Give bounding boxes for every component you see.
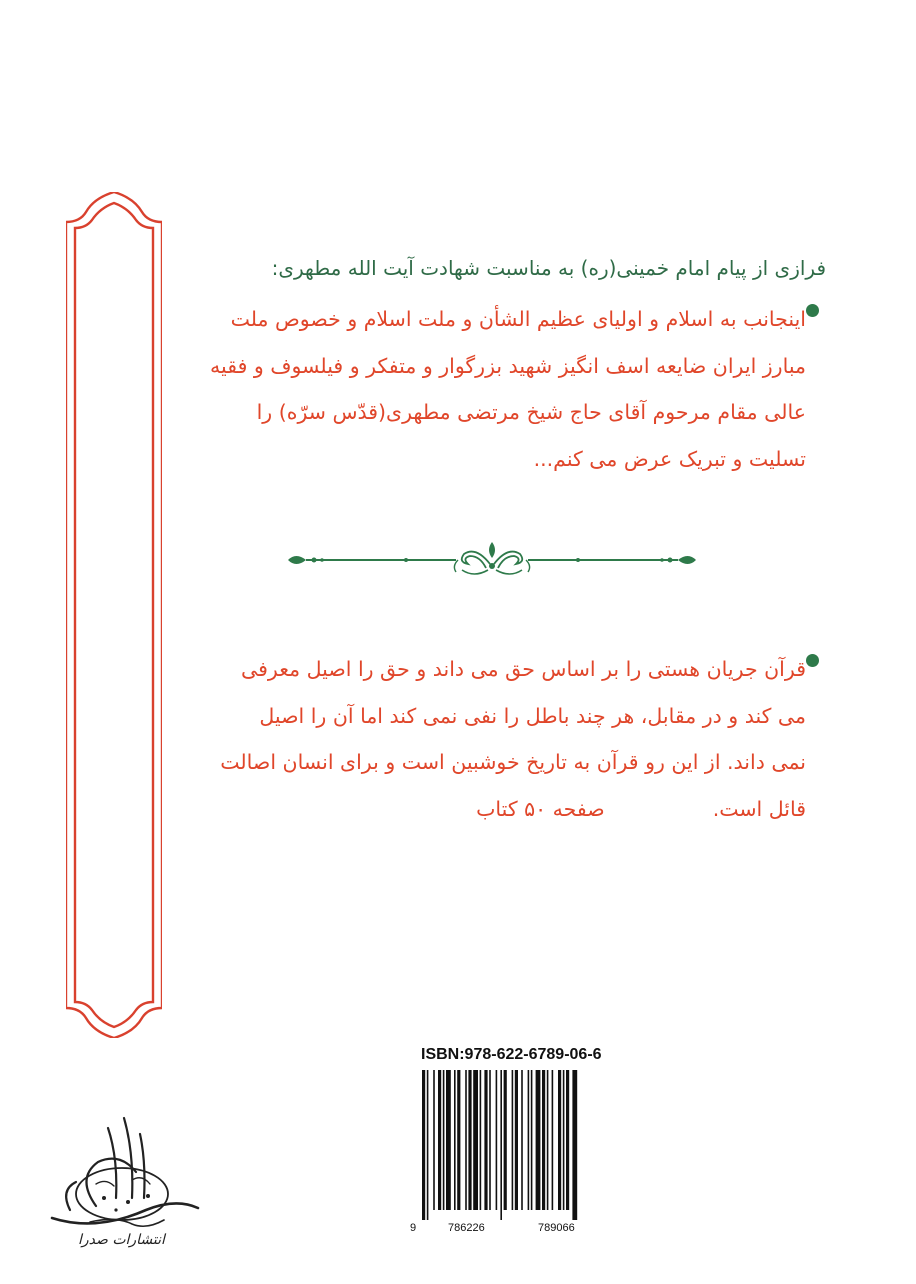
bullet-icon	[806, 304, 819, 317]
barcode-bar	[500, 1070, 502, 1220]
ornamental-divider-icon	[286, 536, 698, 582]
quote1-line: عالی مقام مرحوم آقای حاج شیخ مرتضی مطهری(قدّس سرّه) را	[256, 400, 806, 424]
barcode-bar	[528, 1070, 530, 1210]
barcode-bar	[454, 1070, 456, 1210]
quote2-line: قرآن جریان هستی را بر اساس حق می داند و حق را اصیل معرفی	[241, 657, 806, 681]
barcode-bar	[547, 1070, 549, 1210]
quote2-line: قائل است.	[712, 796, 806, 821]
barcode-bar	[531, 1070, 533, 1210]
barcode-bar	[512, 1070, 514, 1210]
quote1-line: مبارز ایران ضایعه اسف انگیز شهید بزرگوار و متفکر و فیلسوف و فقیه	[210, 353, 806, 378]
decorative-frame	[66, 192, 162, 1038]
barcode-bar	[552, 1070, 554, 1210]
barcode-bar	[433, 1070, 435, 1210]
barcode-digits-left: 786226	[448, 1222, 485, 1234]
barcode-bar	[563, 1070, 565, 1210]
quote-heading: فرازی از پیام امام خمینی(ره) به مناسبت شهادت آیت الله مطهری:	[271, 256, 826, 280]
barcode-bar	[489, 1070, 491, 1210]
barcode-bar	[438, 1070, 441, 1210]
page-reference: صفحه ۵۰ کتاب	[476, 796, 605, 821]
quote2-line: می کند و در مقابل، هر چند باطل را نفی نمی کند اما آن را اصیل	[259, 703, 806, 728]
barcode-icon	[422, 1070, 618, 1220]
barcode-bar	[443, 1070, 445, 1210]
quote-body-1	[206, 296, 806, 482]
barcode-bar	[521, 1070, 523, 1210]
barcode-bar	[457, 1070, 460, 1210]
quote1-line: اینجانب به اسلام و اولیای عظیم الشأن و ملت اسلام و خصوص ملت	[230, 307, 806, 331]
barcode-bar	[572, 1070, 577, 1220]
barcode-bar	[480, 1070, 482, 1210]
barcode-digit-prefix: 9	[410, 1222, 417, 1234]
barcode-bar	[422, 1070, 425, 1220]
barcode-bar	[446, 1070, 451, 1210]
barcode-bar	[536, 1070, 541, 1210]
isbn-label: ISBN:978-622-6789-06-6	[421, 1046, 602, 1063]
isbn-block	[410, 1046, 622, 1246]
bullet-icon	[806, 654, 819, 667]
barcode-bar	[496, 1070, 498, 1210]
barcode-bar	[504, 1070, 507, 1210]
barcode-bar	[427, 1070, 429, 1220]
publisher-name: انتشارات صدرا	[78, 1232, 165, 1248]
barcode-digits-right: 789066	[538, 1222, 575, 1234]
barcode-bar	[566, 1070, 569, 1210]
quote2-last-line	[206, 786, 806, 833]
barcode-bar	[558, 1070, 561, 1210]
barcode-bar	[542, 1070, 545, 1210]
barcode-bar	[515, 1070, 518, 1210]
quote-body-2	[206, 646, 806, 832]
barcode-bar	[473, 1070, 478, 1210]
barcode-bar	[465, 1070, 467, 1210]
quote2-line: نمی داند. از این رو قرآن به تاریخ خوشبین است و برای انسان اصالت	[220, 750, 806, 774]
barcode-bar	[484, 1070, 487, 1210]
quote1-line: تسلیت و تبریک عرض می کنم...	[533, 446, 806, 471]
barcode-bar	[468, 1070, 471, 1210]
